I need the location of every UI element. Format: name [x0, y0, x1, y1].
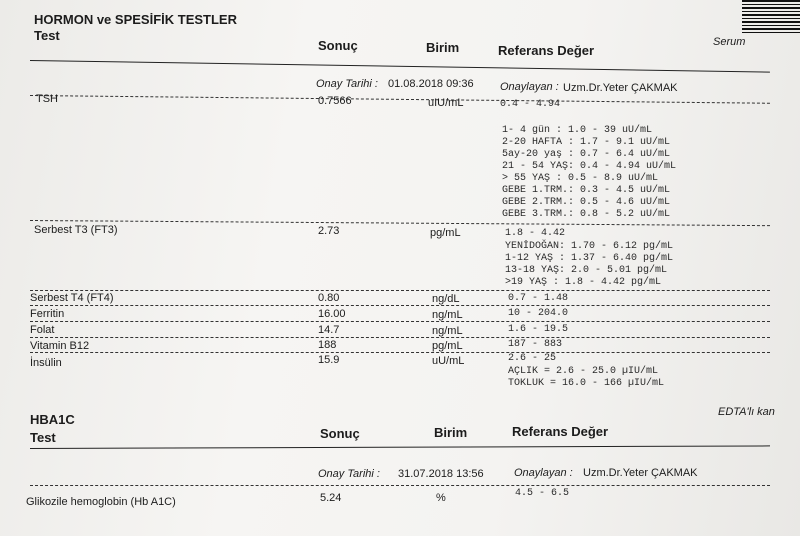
test-reference: 1.6 - 19.5	[508, 324, 569, 335]
test-name: Folat	[30, 324, 55, 336]
approver-name: Uzm.Dr.Yeter ÇAKMAK	[563, 82, 678, 94]
sample-type: Serum	[713, 36, 746, 48]
reference-sub-line: YENİDOĞAN: 1.70 - 6.12 pg/mL	[505, 241, 674, 252]
test-reference: 4.5 - 6.5	[515, 488, 570, 499]
reference-sub-line: GEBE 3.TRM.: 0.8 - 5.2 uU/mL	[502, 209, 671, 220]
test-reference: 0.7 - 1.48	[508, 293, 569, 304]
test-unit: uU/mL	[432, 355, 465, 367]
sample-type: EDTA'lı kan	[718, 406, 775, 418]
divider	[30, 95, 770, 104]
test-unit: pg/mL	[432, 340, 463, 352]
divider	[30, 337, 770, 338]
column-header-result: Sonuç	[318, 38, 358, 53]
approval-date-label: Onay Tarihi :	[316, 78, 378, 90]
section-title: HBA1C	[30, 412, 75, 427]
test-result: 0.80	[318, 292, 340, 304]
reference-sub-line: 13-18 YAŞ: 2.0 - 5.01 pg/mL	[505, 265, 668, 276]
reference-sub-line: 21 - 54 YAŞ: 0.4 - 4.94 uU/mL	[502, 161, 677, 172]
test-reference: 1.8 - 4.42	[505, 228, 566, 239]
reference-sub-line: >19 YAŞ : 1.8 - 4.42 pg/mL	[505, 277, 662, 288]
divider	[30, 290, 770, 291]
test-name: Glikozile hemoglobin (Hb A1C)	[26, 496, 176, 508]
approver-label: Onaylayan :	[514, 467, 573, 479]
reference-sub-line: AÇLIK = 2.6 - 25.0 µIU/mL	[508, 366, 659, 377]
column-header-unit: Birim	[434, 425, 468, 440]
test-unit: ng/mL	[432, 309, 463, 321]
reference-sub-line: GEBE 2.TRM.: 0.5 - 4.6 uU/mL	[502, 197, 671, 208]
column-header-unit: Birim	[426, 40, 460, 55]
test-unit: uIU/mL	[428, 97, 464, 109]
test-name: Vitamin B12	[30, 340, 90, 352]
test-result: 5.24	[320, 492, 342, 504]
test-name: Serbest T3 (FT3)	[34, 224, 118, 236]
divider	[30, 305, 770, 306]
test-result: 2.73	[318, 225, 340, 237]
test-reference: 187 - 883	[508, 339, 563, 350]
test-unit: pg/mL	[430, 227, 461, 239]
test-result: 0.7566	[318, 95, 352, 107]
test-reference: 2.6 - 25	[508, 353, 557, 364]
column-header-reference: Referans Değer	[512, 424, 609, 439]
column-header-reference: Referans Değer	[498, 43, 595, 58]
approval-date-label: Onay Tarihi :	[318, 468, 380, 480]
header-rule	[30, 60, 770, 73]
divider	[30, 321, 770, 322]
reference-sub-line: 2-20 HAFTA : 1.7 - 9.1 uU/mL	[502, 137, 671, 148]
test-result: 15.9	[318, 354, 340, 366]
reference-sub-line: 5ay-20 yaş : 0.7 - 6.4 uU/mL	[502, 149, 671, 160]
test-unit: %	[436, 492, 446, 504]
test-unit: ng/dL	[432, 293, 460, 305]
column-header-test: Test	[34, 28, 60, 43]
barcode	[742, 0, 800, 34]
divider	[30, 485, 770, 486]
test-result: 16.00	[318, 308, 346, 320]
test-result: 188	[318, 339, 337, 351]
approval-date: 01.08.2018 09:36	[388, 78, 474, 90]
reference-sub-line: 1- 4 gün : 1.0 - 39 uU/mL	[502, 125, 653, 136]
reference-sub-line: > 55 YAŞ : 0.5 - 8.9 uU/mL	[502, 173, 659, 184]
test-name: Ferritin	[30, 308, 65, 320]
reference-sub-line: GEBE 1.TRM.: 0.3 - 4.5 uU/mL	[502, 185, 671, 196]
test-name: TSH	[36, 93, 58, 105]
test-result: 14.7	[318, 324, 340, 336]
test-reference: 0.4 - 4.94	[500, 99, 561, 110]
test-name: Serbest T4 (FT4)	[30, 292, 114, 304]
test-reference: 10 - 204.0	[508, 308, 569, 319]
approval-date: 31.07.2018 13:56	[398, 468, 484, 480]
header-rule	[30, 445, 770, 449]
test-unit: ng/mL	[432, 325, 463, 337]
column-header-test: Test	[30, 430, 56, 445]
approver-label: Onaylayan :	[500, 81, 559, 93]
divider	[30, 352, 770, 353]
divider	[30, 220, 770, 226]
reference-sub-line: TOKLUK = 16.0 - 166 µIU/mL	[508, 378, 665, 389]
column-header-result: Sonuç	[320, 426, 360, 441]
section-title: HORMON ve SPESİFİK TESTLER	[34, 12, 237, 27]
approver-name: Uzm.Dr.Yeter ÇAKMAK	[583, 467, 698, 479]
reference-sub-line: 1-12 YAŞ : 1.37 - 6.40 pg/mL	[505, 253, 674, 264]
test-name: İnsülin	[30, 357, 62, 369]
